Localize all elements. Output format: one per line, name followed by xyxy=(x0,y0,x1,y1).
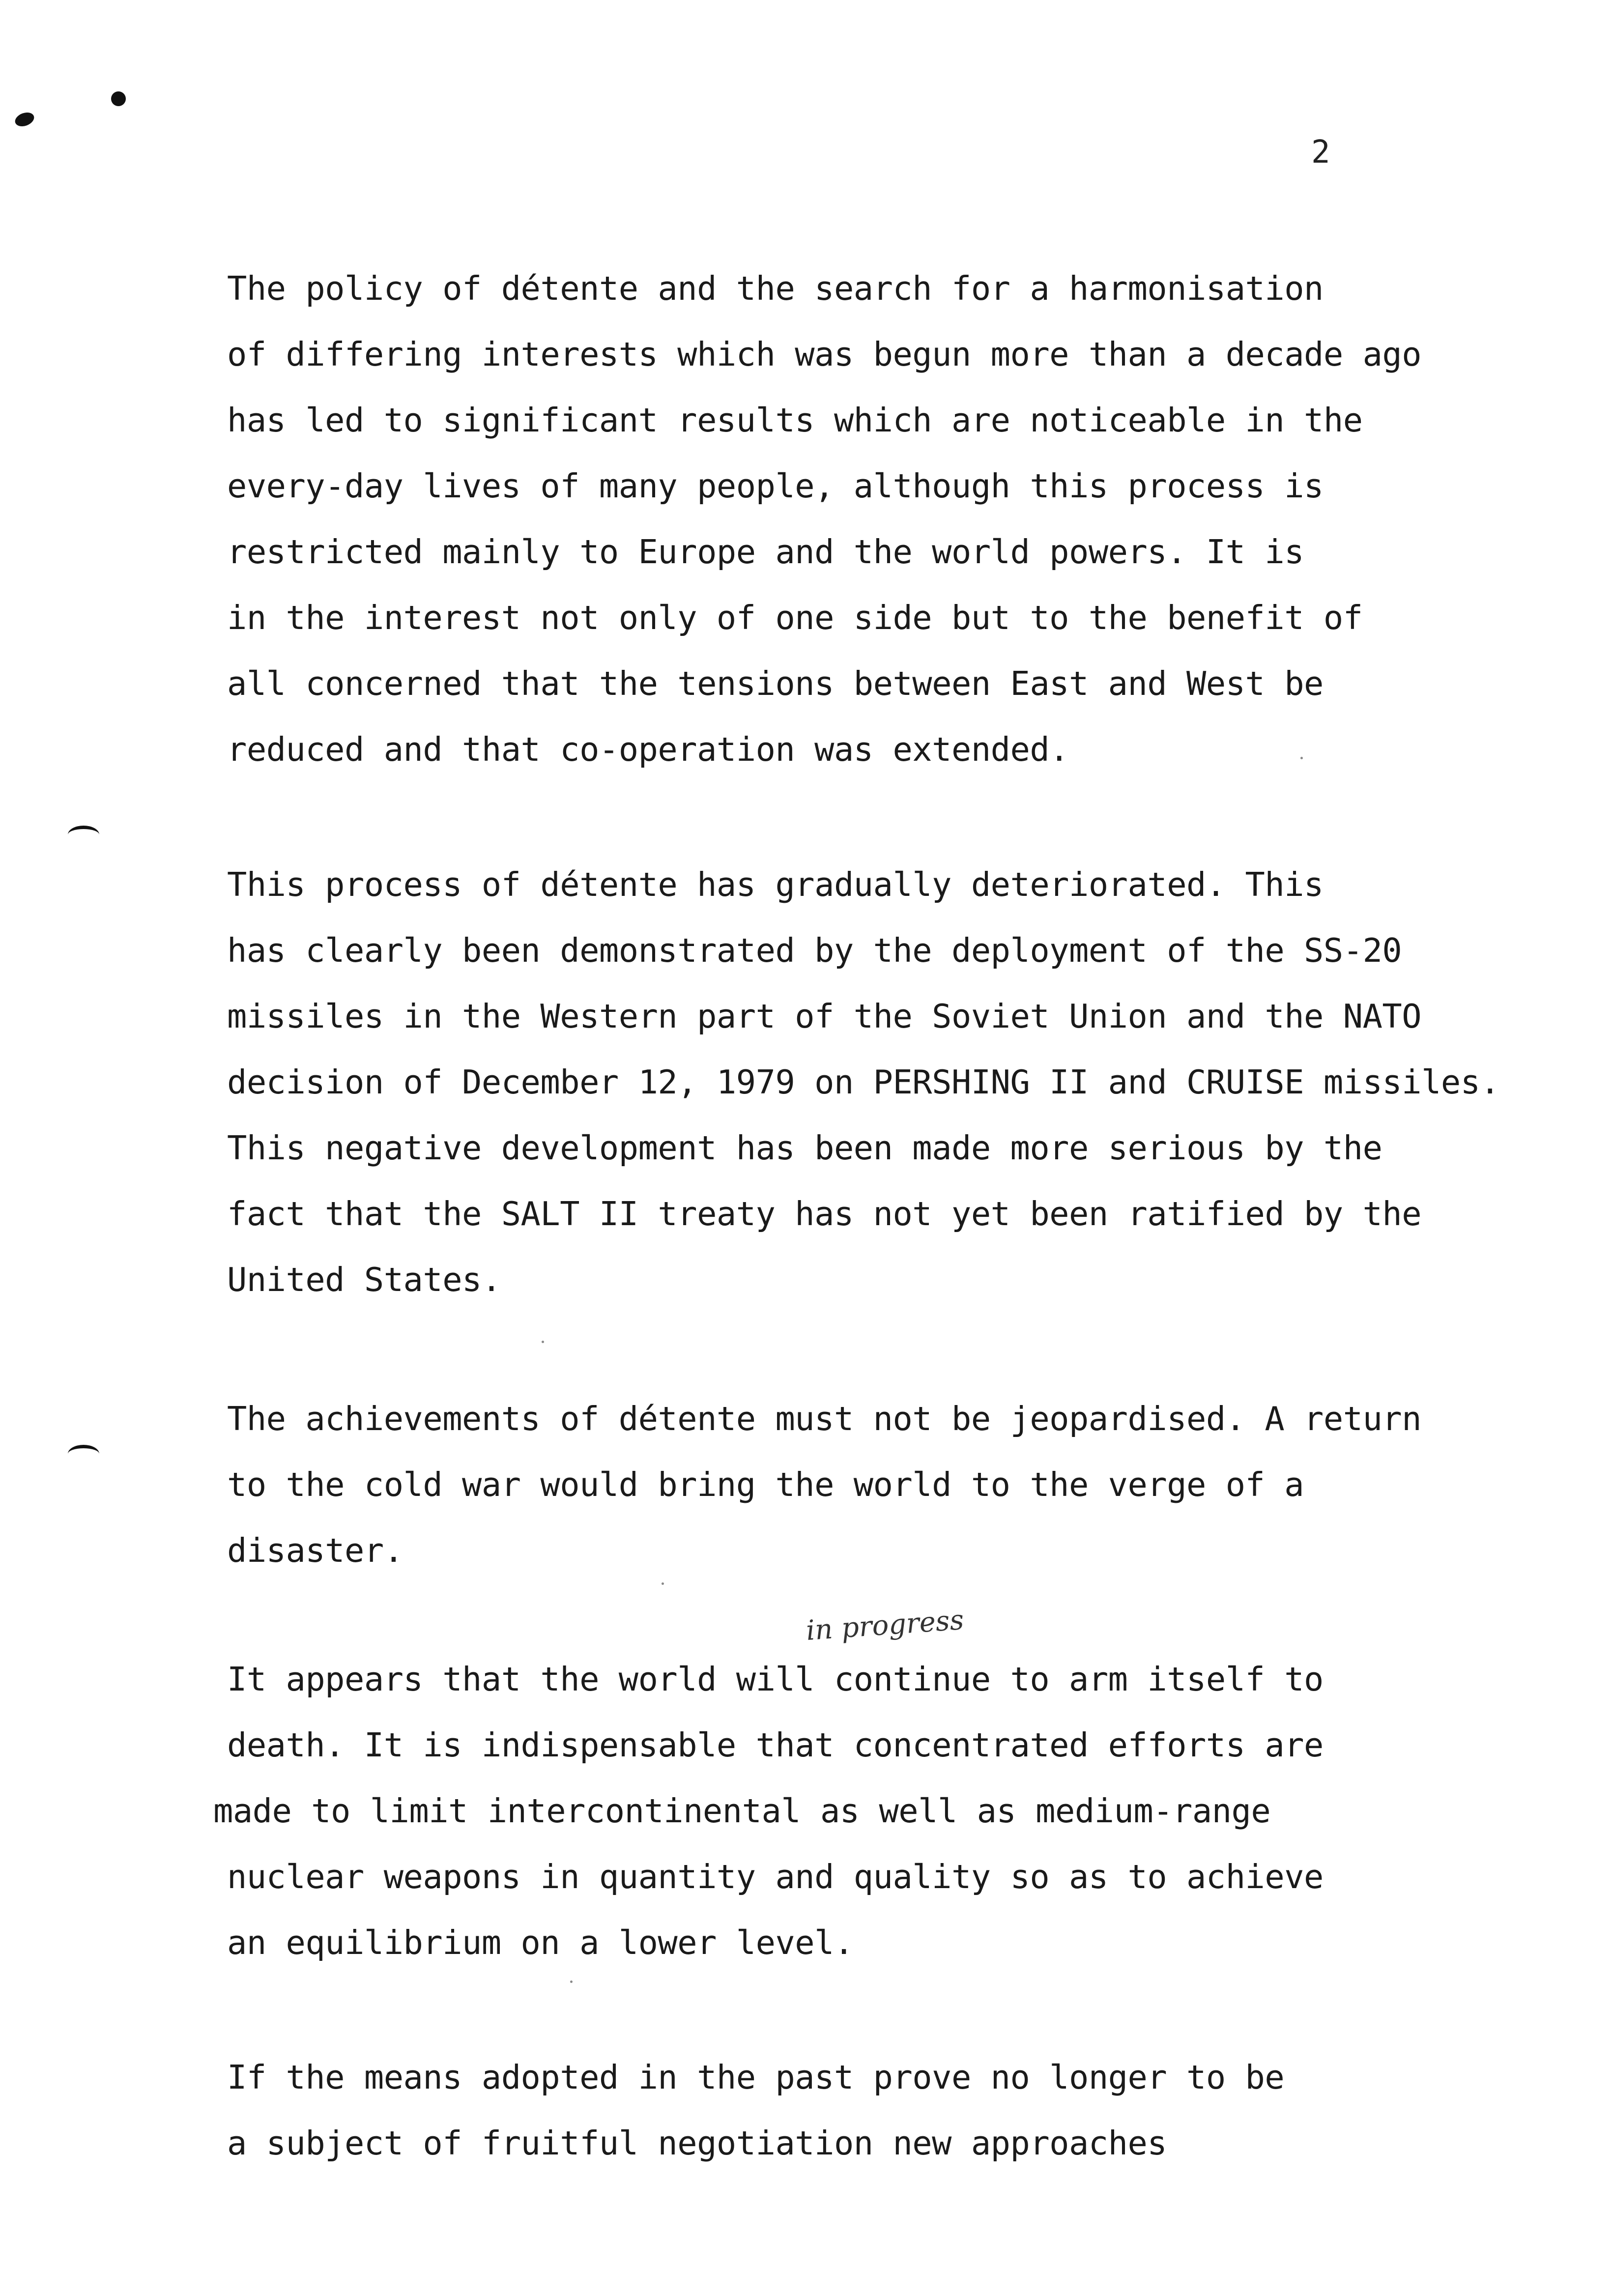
text-line: This process of détente has gradually deteriorated. This xyxy=(227,865,1324,904)
text-line: a subject of fruitful negotiation new approaches xyxy=(227,2124,1167,2162)
paragraph-4 xyxy=(213,1646,1554,1976)
paragraph-3 xyxy=(227,1386,1554,1583)
page-number: 2 xyxy=(1311,134,1330,171)
text-line: all concerned that the tensions between East and West be xyxy=(227,664,1324,703)
text-line: It appears that the world will continue to arm itself to xyxy=(227,1660,1324,1698)
scan-speck xyxy=(570,1980,573,1983)
margin-mark xyxy=(68,1445,99,1463)
text-line: an equilibrium on a lower level. xyxy=(227,1923,854,1962)
text-line: made to limit intercontinental as well as medium-range xyxy=(213,1792,1271,1830)
text-line: If the means adopted in the past prove no longer to be xyxy=(227,2058,1285,2096)
text-line: missiles in the Western part of the Soviet Union and the NATO xyxy=(227,997,1422,1035)
punch-hole-mark xyxy=(13,110,36,129)
text-line: reduced and that co-operation was extended. xyxy=(227,730,1069,769)
text-line: The policy of détente and the search for a harmonisation xyxy=(227,269,1324,308)
text-line: of differing interests which was begun more than a decade ago xyxy=(227,335,1422,373)
paragraph-1 xyxy=(227,256,1554,782)
handwritten-annotation: in progress xyxy=(805,1604,965,1647)
margin-mark xyxy=(68,826,99,844)
text-line: to the cold war would bring the world to the verge of a xyxy=(227,1465,1304,1504)
paragraph-2 xyxy=(227,852,1554,1313)
text-line: death. It is indispensable that concentrated efforts are xyxy=(227,1726,1324,1764)
text-line: has clearly been demonstrated by the deployment of the SS-20 xyxy=(227,931,1402,970)
text-line: This negative development has been made more serious by the xyxy=(227,1129,1382,1167)
punch-hole-mark xyxy=(111,91,126,106)
text-line: restricted mainly to Europe and the world powers. It is xyxy=(227,533,1304,571)
text-line: in the interest not only of one side but to the benefit of xyxy=(227,599,1363,637)
paragraph-5 xyxy=(227,2044,1554,2176)
text-line: disaster. xyxy=(227,1531,403,1570)
text-line: decision of December 12, 1979 on PERSHING II and CRUISE missiles. xyxy=(227,1063,1500,1101)
scan-speck xyxy=(542,1341,544,1343)
text-line: fact that the SALT II treaty has not yet been ratified by the xyxy=(227,1195,1422,1233)
text-line: nuclear weapons in quantity and quality so as to achieve xyxy=(227,1858,1324,1896)
text-line: has led to significant results which are noticeable in the xyxy=(227,401,1363,439)
text-line: The achievements of détente must not be jeopardised. A return xyxy=(227,1400,1422,1438)
text-line: every-day lives of many people, although this process is xyxy=(227,467,1324,505)
text-line: United States. xyxy=(227,1261,501,1299)
